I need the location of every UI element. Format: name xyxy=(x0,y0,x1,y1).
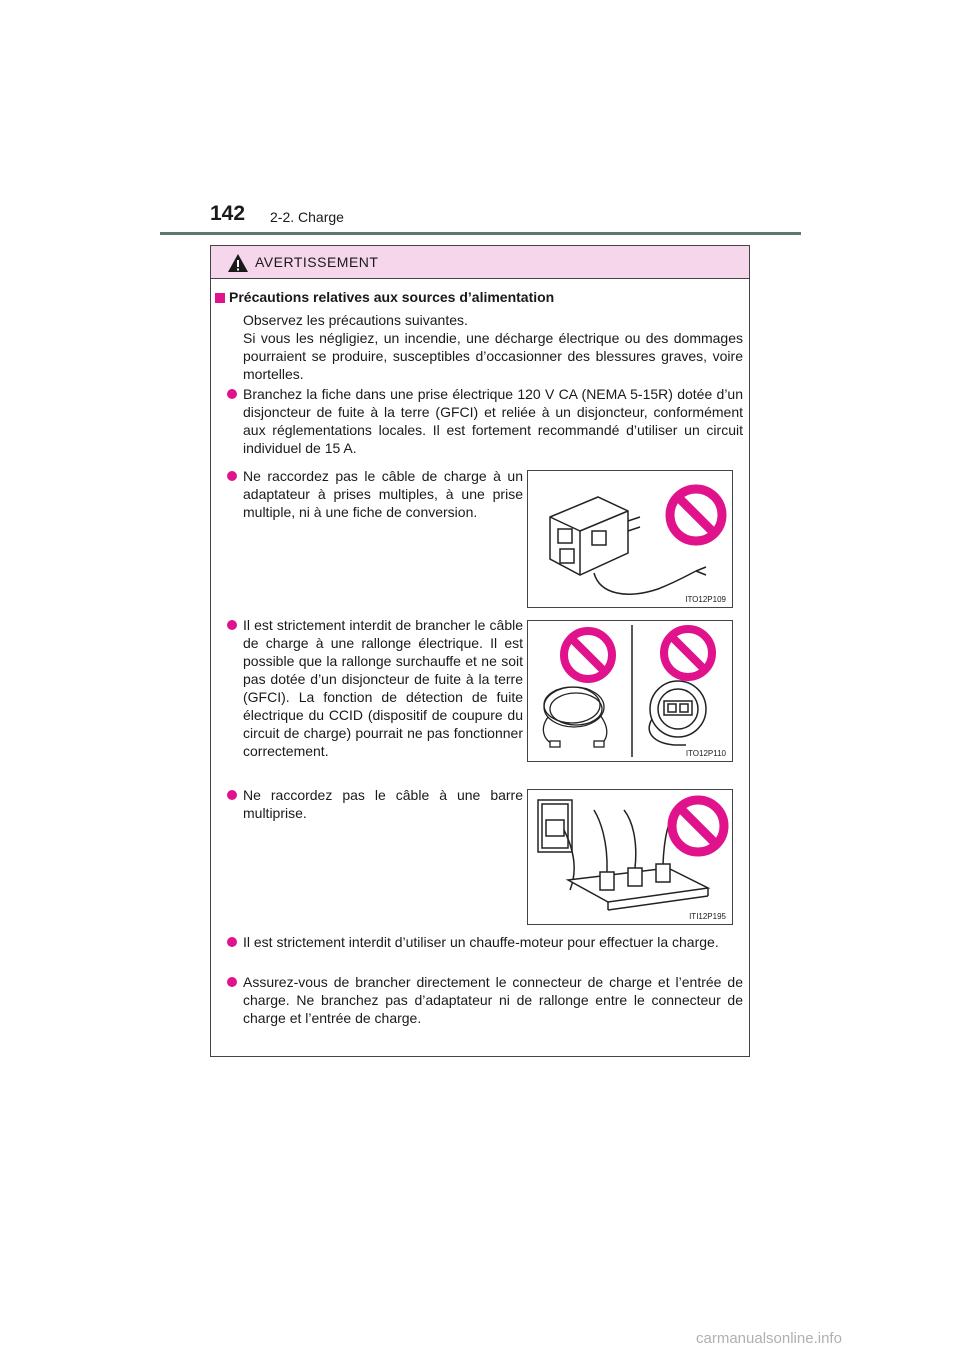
prohibited-icon xyxy=(664,629,712,677)
page-header xyxy=(210,202,800,232)
warning-header xyxy=(211,246,749,279)
bullet-4: Ne raccordez pas le câble à une barre multiprise. xyxy=(243,787,523,821)
intro-line-1: Observez les précautions suivantes. xyxy=(243,312,468,328)
bullet-dot xyxy=(227,471,237,481)
bullet-dot xyxy=(227,620,237,630)
bullet-dot xyxy=(227,937,237,947)
warning-heading: Précautions relatives aux sources d’alimentation xyxy=(229,289,555,305)
figure-extension-cord xyxy=(527,620,733,762)
watermark: carmanualsonline.info xyxy=(696,1330,842,1347)
bullet-5: Il est strictement interdit d’utiliser un chauffe-moteur pour effectuer la charge. xyxy=(243,934,719,950)
bullet-2: Ne raccordez pas le câble de charge à un adaptateur à prises multiples, à une prise multiple, ni à une fiche de conversion. xyxy=(243,468,523,520)
warning-box xyxy=(210,245,750,1057)
intro-line-2: Si vous les négligiez, un incendie, une décharge électrique ou des dommages pourraient se produire, susceptibles d’occasionner des blessures graves, voire mortelles. xyxy=(243,330,743,382)
warning-triangle-icon xyxy=(227,253,249,273)
warning-title: AVERTISSEMENT xyxy=(255,254,379,270)
bullet-dot xyxy=(227,790,237,800)
bullet-dot xyxy=(227,977,237,987)
figure-power-strip xyxy=(527,789,733,925)
bullet-dot xyxy=(227,389,237,399)
section-title: 2-2. Charge xyxy=(270,209,344,225)
bullet-3: Il est strictement interdit de brancher le câble de charge à une rallonge électrique. Il est possible que la rallonge surchauffe et ne soit pas dotée d’un disjoncteur de fuite à la terre (GFCI). La fonction de détection de fuite électrique du CCID (dispositif de coupure du circuit de charge) pourrait ne pas fonctionner correctement. xyxy=(243,617,523,759)
header-rule xyxy=(160,232,801,235)
page-number: 142 xyxy=(210,202,246,225)
bullet-1: Branchez la fiche dans une prise électrique 120 V CA (NEMA 5-15R) dotée d’un disjoncteur de fuite à la terre (GFCI) et reliée à un disjoncteur, conformément aux réglementations locales. Il est fortement recommandé d’utiliser un circuit individuel de 15 A. xyxy=(243,386,743,456)
figure-code: ITO12P109 xyxy=(685,595,726,604)
prohibited-icon xyxy=(670,489,722,541)
figure-adapter xyxy=(527,470,733,608)
extension-cord-illustration xyxy=(528,621,732,761)
adapter-illustration xyxy=(528,471,732,607)
power-strip-illustration xyxy=(528,790,732,924)
figure-code: ITO12P110 xyxy=(685,749,726,758)
prohibited-icon xyxy=(564,631,612,679)
figure-code: ITI12P195 xyxy=(689,912,726,921)
prohibited-icon xyxy=(672,800,724,852)
bullet-6: Assurez-vous de brancher directement le connecteur de charge et l’entrée de charge. Ne branchez pas d’adaptateur ni de rallonge entre le connecteur de charge et l’entrée de charge. xyxy=(243,974,743,1026)
heading-square-bullet xyxy=(215,293,225,303)
